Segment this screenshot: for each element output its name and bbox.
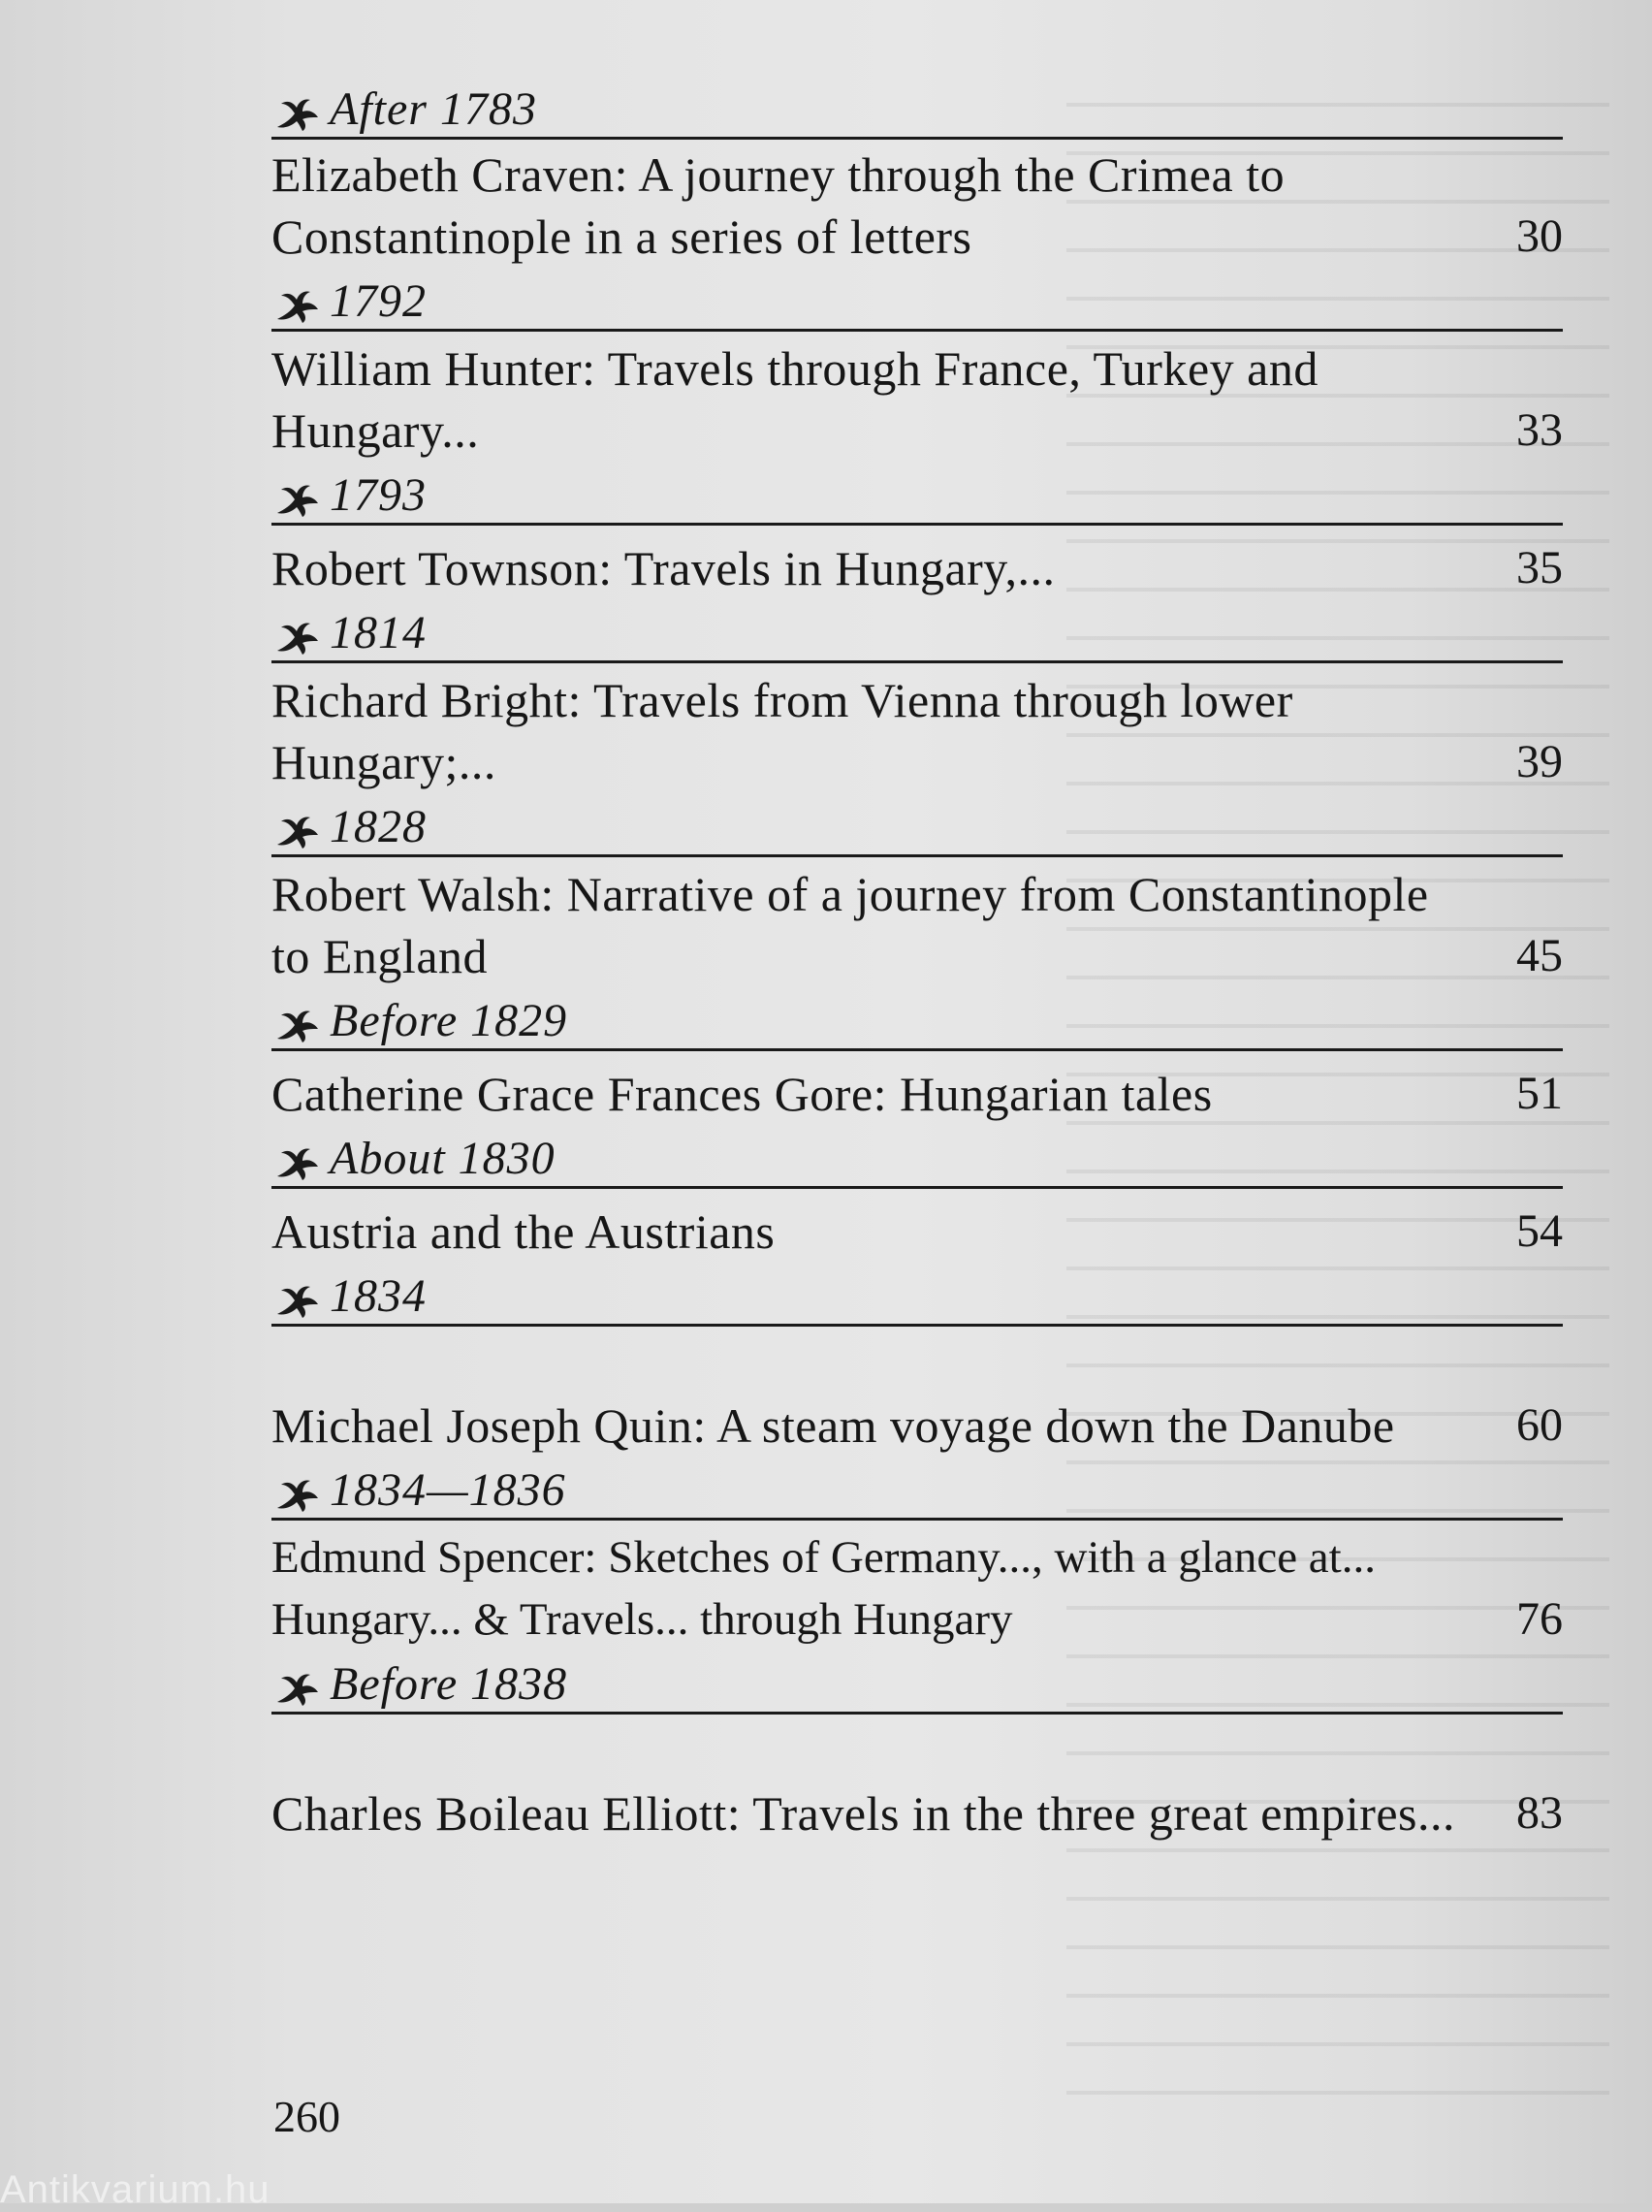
entry-date: Before 1829 (330, 995, 568, 1046)
leaf-ornament-icon (271, 1006, 324, 1044)
entry-title: Austria and the Austrians (271, 1204, 776, 1259)
entry-page-number: 54 (1516, 1205, 1563, 1257)
entry-title: Robert Walsh: Narrative of a journey from Constantinople to England (271, 867, 1429, 983)
entry-date-heading (271, 462, 1563, 526)
entry-page-number: 35 (1516, 542, 1563, 593)
entry-page-number: 33 (1516, 404, 1563, 456)
entry-date-heading (271, 1651, 1563, 1715)
entry-date: 1793 (330, 469, 427, 521)
entry-page-number: 83 (1516, 1787, 1563, 1839)
entry-date: 1834 (330, 1270, 427, 1322)
entry-date-heading (271, 987, 1563, 1051)
entry-date: After 1783 (330, 83, 537, 135)
entry-date: 1828 (330, 801, 427, 852)
toc-entry (271, 793, 1563, 987)
toc-entry (271, 462, 1563, 599)
entry-date: 1792 (330, 275, 427, 327)
toc-entry (271, 1263, 1563, 1457)
toc-entry (271, 1125, 1563, 1263)
entry-page-number: 39 (1516, 736, 1563, 787)
entry-page-number: 45 (1516, 930, 1563, 981)
toc-entry (271, 599, 1563, 793)
leaf-ornament-icon (271, 1143, 324, 1182)
table-of-contents (271, 76, 1563, 1844)
leaf-ornament-icon (271, 94, 324, 133)
entry-date-heading (271, 76, 1563, 140)
entry-title: Michael Joseph Quin: A steam voyage down the Danube (271, 1398, 1395, 1453)
entry-title: Richard Bright: Travels from Vienna through lower Hungary;... (271, 673, 1293, 789)
entry-date-heading (271, 1263, 1563, 1327)
entry-title: Charles Boileau Elliott: Travels in the three great empires... (271, 1786, 1456, 1841)
leaf-ornament-icon (271, 812, 324, 850)
entry-date: Before 1838 (330, 1658, 568, 1710)
toc-entry (271, 987, 1563, 1125)
toc-entry (271, 268, 1563, 462)
entry-page-number: 60 (1516, 1399, 1563, 1451)
entry-date-heading (271, 793, 1563, 857)
entry-date-heading (271, 1457, 1563, 1521)
entry-date-heading (271, 268, 1563, 332)
leaf-ornament-icon (271, 286, 324, 325)
entry-page-number: 51 (1516, 1068, 1563, 1119)
entry-date: 1834—1836 (330, 1464, 566, 1516)
leaf-ornament-icon (271, 1669, 324, 1708)
entry-title: Catherine Grace Frances Gore: Hungarian tales (271, 1067, 1213, 1121)
page-folio-number: 260 (273, 2092, 340, 2141)
watermark: Antikvarium.hu (0, 2168, 270, 2211)
leaf-ornament-icon (271, 480, 324, 519)
toc-entry (271, 1651, 1563, 1844)
entry-date-heading (271, 599, 1563, 663)
entry-page-number: 30 (1516, 210, 1563, 262)
entry-title: Edmund Spencer: Sketches of Germany..., with a glance at... Hungary... & Travels... through Hungary (271, 1532, 1376, 1645)
entry-title: Elizabeth Craven: A journey through the Crimea to Constantinople in a series of letters (271, 147, 1286, 264)
entry-page-number: 76 (1516, 1593, 1563, 1645)
leaf-ornament-icon (271, 1475, 324, 1514)
leaf-ornament-icon (271, 1281, 324, 1320)
toc-entry (271, 76, 1563, 268)
entry-title: Robert Townson: Travels in Hungary,... (271, 541, 1056, 595)
entry-date: About 1830 (330, 1133, 556, 1184)
leaf-ornament-icon (271, 618, 324, 657)
entry-title: William Hunter: Travels through France, Turkey and Hungary... (271, 341, 1318, 458)
toc-entry (271, 1457, 1563, 1651)
entry-date-heading (271, 1125, 1563, 1189)
entry-date: 1814 (330, 607, 427, 658)
